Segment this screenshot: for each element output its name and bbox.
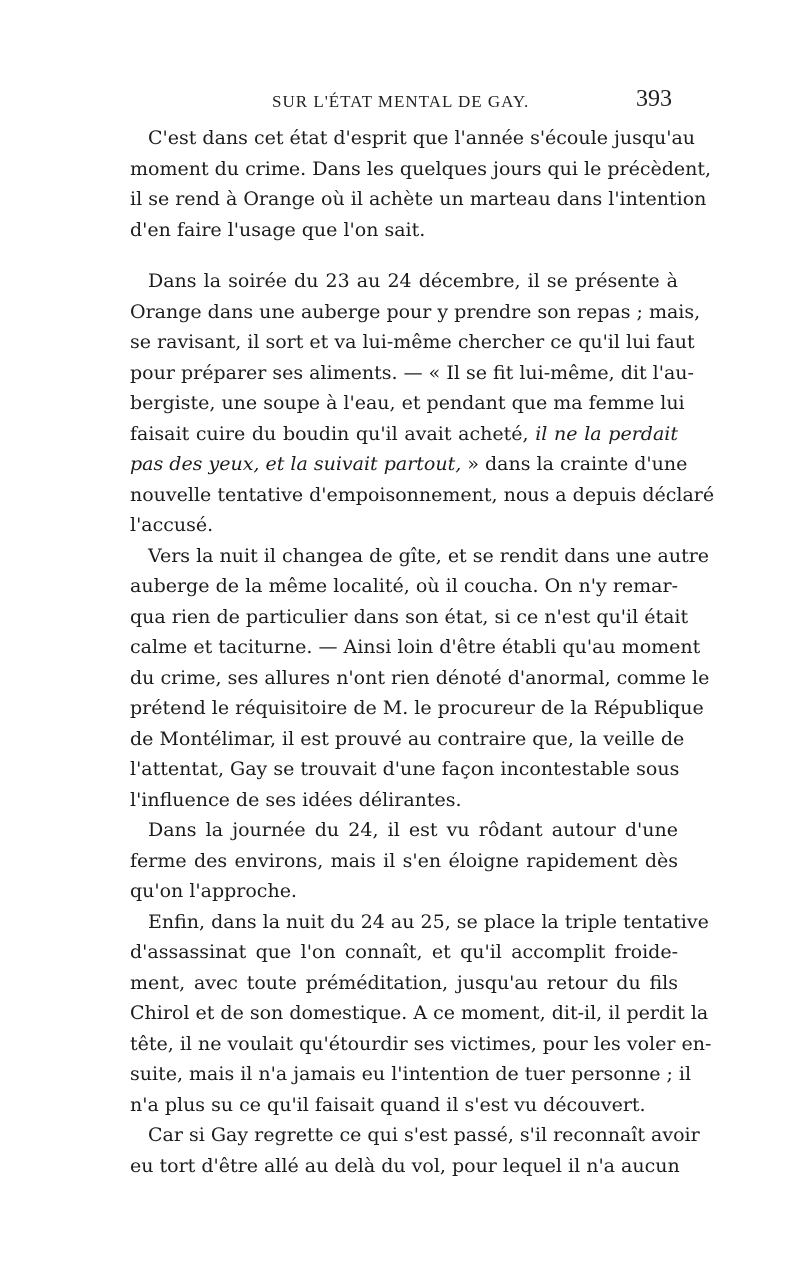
text-line (130, 215, 678, 246)
paragraph (130, 266, 715, 541)
line-text: l'accusé. (130, 514, 214, 536)
text-line (130, 184, 707, 215)
line-text: Enfin, dans la nuit du 24 au 25, se place la triple tentative (148, 910, 709, 933)
text-line (130, 571, 678, 602)
line-text: calme et taciturne. — Ainsi loin d'être établi qu'au moment (130, 636, 701, 658)
line-text: nouvelle tentative d'empoisonnement, nous a depuis déclaré (130, 483, 715, 506)
line-text: Chirol et de son domestique. A ce moment, dit-il, il perdit la (130, 1002, 709, 1024)
text-line (130, 785, 678, 816)
text-line (130, 907, 709, 938)
line-text: ment, avec toute préméditation, jusqu'au retour du fils (130, 971, 678, 994)
line-text: l'influence de ses idées délirantes. (130, 788, 462, 811)
line-text: faisait cuire du boudin qu'il avait acheté, (130, 422, 529, 445)
text-line (130, 876, 678, 907)
line-text: moment du crime. Dans les quelques jours qui le précèdent, (130, 157, 712, 180)
text-line (130, 480, 715, 511)
body-text (130, 123, 715, 1181)
text-line (130, 1120, 700, 1151)
line-text: de Montélimar, il est prouvé au contraire que, la veille de (130, 727, 685, 750)
line-text: pour préparer ses aliments. — « Il se fit lui-même, dit l'au- (130, 361, 694, 384)
text-line (130, 998, 709, 1029)
line-text: qu'on l'approche. (130, 880, 297, 902)
line-text: d'assassinat que l'on connaît, et qu'il accomplit froide- (130, 941, 678, 963)
page-header (130, 86, 680, 122)
italic-text: il ne la perdait (535, 422, 678, 445)
text-line (130, 358, 694, 389)
line-text: Orange dans une auberge pour y prendre son repas ; mais, (130, 300, 701, 323)
paragraph (130, 907, 712, 1121)
line-text: qua rien de particulier dans son état, si ce n'est qu'il était (130, 605, 689, 628)
text-line (130, 846, 678, 877)
running-title: SUR L'ÉTAT MENTAL DE GAY. (272, 92, 530, 111)
line-text: tête, il ne voulait qu'étourdir ses victimes, pour les voler en- (130, 1032, 712, 1055)
paragraph (130, 541, 710, 816)
line-text: ferme des environs, mais il s'en éloigne rapidement dès (130, 849, 678, 872)
line-text: Vers la nuit il changea de gîte, et se rendit dans une autre (148, 544, 710, 567)
text-line (130, 1059, 692, 1090)
text-line (130, 449, 688, 480)
line-text: se ravisant, il sort et va lui-même chercher ce qu'il lui faut (130, 331, 695, 353)
line-text: bergiste, une soupe à l'eau, et pendant que ma femme lui (130, 392, 685, 414)
line-text: il se rend à Orange où il achète un marteau dans l'intention (130, 188, 707, 210)
italic-text: pas des yeux, et la suivait partout, (130, 453, 462, 475)
text-line (130, 297, 701, 328)
text-line (130, 968, 678, 999)
text-line (130, 327, 695, 358)
line-text: n'a plus su ce qu'il faisait quand il s'est vu découvert. (130, 1093, 646, 1116)
text-line (130, 154, 712, 185)
text-line (130, 1090, 678, 1121)
page-number: 393 (636, 86, 672, 112)
text-line (130, 724, 685, 755)
paragraph (130, 1120, 700, 1181)
text-line (130, 754, 678, 785)
line-text: Car si Gay regrette ce qui s'est passé, s'il reconnaît avoir (148, 1124, 700, 1146)
line-text: du crime, ses allures n'ont rien dénoté d'anormal, comme le (130, 666, 710, 689)
line-text: suite, mais il n'a jamais eu l'intention de tuer personne ; il (130, 1063, 692, 1085)
text-line (130, 510, 678, 541)
line-text: l'attentat, Gay se trouvait d'une façon incontestable sous (130, 758, 680, 780)
text-line (130, 541, 710, 572)
text-line (130, 123, 696, 154)
text-line (130, 663, 710, 694)
line-text: auberge de la même localité, où il coucha. On n'y remar- (130, 575, 678, 597)
line-text: C'est dans cet état d'esprit que l'année s'écoule jusqu'au (148, 127, 696, 149)
line-text: eu tort d'être allé au delà du vol, pour lequel il n'a aucun (130, 1154, 680, 1177)
text-line (130, 266, 678, 297)
text-line (130, 693, 704, 724)
paragraph-gap (130, 245, 678, 266)
text-line (130, 937, 678, 968)
line-text: d'en faire l'usage que l'on sait. (130, 218, 426, 241)
line-text: » dans la crainte d'une (467, 453, 688, 475)
paragraph (130, 123, 712, 245)
text-line (130, 602, 689, 633)
text-line (130, 419, 678, 450)
text-line (130, 1151, 678, 1182)
line-text: Dans la soirée du 23 au 24 décembre, il se présente à (148, 270, 678, 292)
text-line (130, 815, 678, 846)
text-line (130, 388, 685, 419)
text-line (130, 1029, 712, 1060)
line-text: Dans la journée du 24, il est vu rôdant autour d'une (148, 819, 678, 841)
line-text: prétend le réquisitoire de M. le procureur de la République (130, 697, 704, 719)
text-line (130, 632, 701, 663)
paragraph (130, 815, 678, 907)
